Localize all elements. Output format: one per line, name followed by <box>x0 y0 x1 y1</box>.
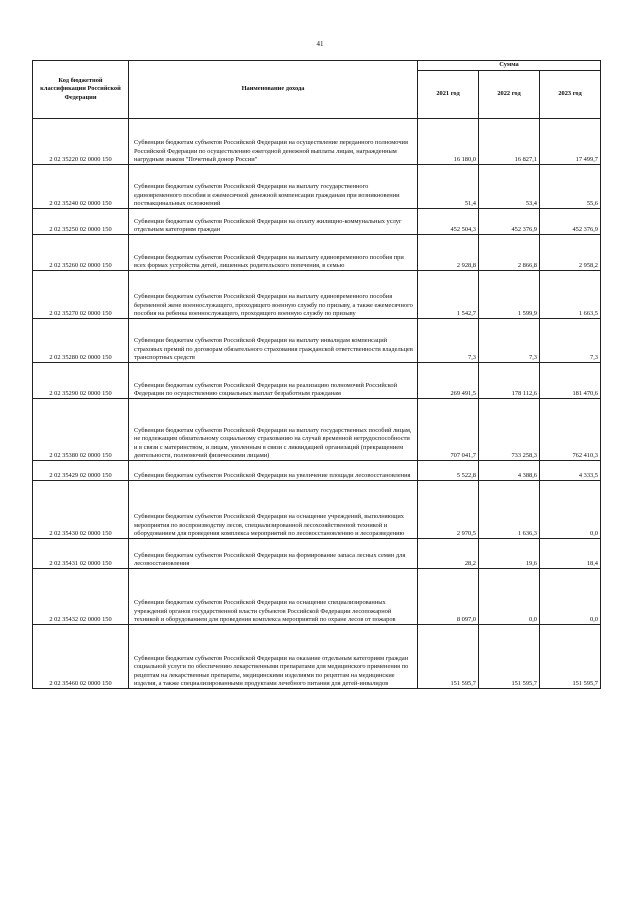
value-2023-cell: 151 595,7 <box>540 625 601 689</box>
value-2021-cell: 28,2 <box>418 539 479 569</box>
table-row <box>33 119 601 165</box>
value-2023-cell: 0,0 <box>540 569 601 625</box>
budget-code-cell: 2 02 35270 02 0000 150 <box>33 271 129 319</box>
budget-code-cell: 2 02 35429 02 0000 150 <box>33 461 129 481</box>
value-2021-cell: 51,4 <box>418 165 479 209</box>
table-row <box>33 539 601 569</box>
value-2022-cell: 16 827,1 <box>479 119 540 165</box>
value-2022-cell: 7,3 <box>479 319 540 363</box>
budget-code-cell: 2 02 35250 02 0000 150 <box>33 209 129 235</box>
revenue-name-cell: Субвенции бюджетам субъектов Российской Федерации на увеличение площади лесовосстановления <box>129 461 418 481</box>
value-2023-cell: 0,0 <box>540 481 601 539</box>
value-2023-cell: 4 333,5 <box>540 461 601 481</box>
value-2022-cell: 178 112,6 <box>479 363 540 399</box>
table-row <box>33 625 601 689</box>
header-year-2021: 2021 год <box>418 71 479 119</box>
value-2022-cell: 19,6 <box>479 539 540 569</box>
table-row <box>33 271 601 319</box>
revenue-name-cell: Субвенции бюджетам субъектов Российской Федерации на оплату жилищно-коммунальных услуг отдельным категориям граждан <box>129 209 418 235</box>
revenue-name-cell: Субвенции бюджетам субъектов Российской Федерации на выплату единовременного пособия беременной жене военнослужащего, проходящего военную службу по призыву, а также ежемесячного пособия на ребенка военнослужащего, проходящего военную службу по призыву <box>129 271 418 319</box>
header-code: Код бюджетной классификации Российской Федерации <box>33 61 129 119</box>
value-2023-cell: 762 410,3 <box>540 399 601 461</box>
value-2021-cell: 7,3 <box>418 319 479 363</box>
table-row <box>33 319 601 363</box>
value-2023-cell: 17 499,7 <box>540 119 601 165</box>
header-year-2023: 2023 год <box>540 71 601 119</box>
budget-code-cell: 2 02 35430 02 0000 150 <box>33 481 129 539</box>
revenue-name-cell: Субвенции бюджетам субъектов Российской Федерации на оснащение специализированных учреждений органов государственной власти субъектов Российской Федерации лесопожарной техникой и оборудованием для проведения комплекса мероприятий по охране лесов от пожаров <box>129 569 418 625</box>
table-row <box>33 363 601 399</box>
value-2023-cell: 7,3 <box>540 319 601 363</box>
value-2022-cell: 1 636,3 <box>479 481 540 539</box>
header-year-2022: 2022 год <box>479 71 540 119</box>
value-2021-cell: 2 970,5 <box>418 481 479 539</box>
value-2023-cell: 55,6 <box>540 165 601 209</box>
value-2022-cell: 151 595,7 <box>479 625 540 689</box>
budget-code-cell: 2 02 35220 02 0000 150 <box>33 119 129 165</box>
value-2022-cell: 2 866,8 <box>479 235 540 271</box>
value-2022-cell: 733 258,3 <box>479 399 540 461</box>
value-2022-cell: 53,4 <box>479 165 540 209</box>
table-row <box>33 481 601 539</box>
table-row <box>33 165 601 209</box>
table-row <box>33 399 601 461</box>
budget-code-cell: 2 02 35380 02 0000 150 <box>33 399 129 461</box>
value-2021-cell: 707 041,7 <box>418 399 479 461</box>
table-row <box>33 209 601 235</box>
revenue-name-cell: Субвенции бюджетам субъектов Российской Федерации на выплату государственных пособий лицам, не подлежащим обязательному социальному страхованию на случай временной нетрудоспособности и в связи с материнством, и лицам, уволенным в связи с ликвидацией организаций (прекращением деятельности, полномочий физическими лицами) <box>129 399 418 461</box>
budget-code-cell: 2 02 35240 02 0000 150 <box>33 165 129 209</box>
budget-code-cell: 2 02 35431 02 0000 150 <box>33 539 129 569</box>
value-2021-cell: 8 097,0 <box>418 569 479 625</box>
value-2021-cell: 269 491,5 <box>418 363 479 399</box>
value-2023-cell: 452 376,9 <box>540 209 601 235</box>
header-name: Наименование дохода <box>129 61 418 119</box>
budget-code-cell: 2 02 35460 02 0000 150 <box>33 625 129 689</box>
budget-code-cell: 2 02 35432 02 0000 150 <box>33 569 129 625</box>
value-2022-cell: 0,0 <box>479 569 540 625</box>
revenue-table <box>32 60 601 689</box>
value-2023-cell: 18,4 <box>540 539 601 569</box>
revenue-name-cell: Субвенции бюджетам субъектов Российской Федерации на выплату инвалидам компенсаций страховых премий по договорам обязательного страхования гражданской ответственности владельцев транспортных средств <box>129 319 418 363</box>
revenue-name-cell: Субвенции бюджетам субъектов Российской Федерации на формирование запаса лесных семян для лесовосстановления <box>129 539 418 569</box>
budget-code-cell: 2 02 35280 02 0000 150 <box>33 319 129 363</box>
budget-code-cell: 2 02 35260 02 0000 150 <box>33 235 129 271</box>
page-number: 41 <box>316 40 324 48</box>
value-2022-cell: 4 388,6 <box>479 461 540 481</box>
revenue-name-cell: Субвенции бюджетам субъектов Российской Федерации на оснащение учреждений, выполняющих мероприятия по воспроизводству лесов, специализированной лесохозяйственной техникой и оборудованием для проведения комплекса мероприятий по лесовосстановлению и лесоразведению <box>129 481 418 539</box>
value-2021-cell: 1 542,7 <box>418 271 479 319</box>
header-sum: Сумма <box>418 61 601 71</box>
value-2021-cell: 151 595,7 <box>418 625 479 689</box>
revenue-name-cell: Субвенции бюджетам субъектов Российской Федерации на осуществление переданного полномочия Российской Федерации по осуществлению ежегодной денежной выплаты лицам, награжденным нагрудным знаком "Почетный донор России" <box>129 119 418 165</box>
value-2021-cell: 2 928,8 <box>418 235 479 271</box>
revenue-name-cell: Субвенции бюджетам субъектов Российской Федерации на реализацию полномочий Российской Федерации по осуществлению социальных выплат безработным гражданам <box>129 363 418 399</box>
value-2023-cell: 181 470,6 <box>540 363 601 399</box>
value-2022-cell: 452 376,9 <box>479 209 540 235</box>
value-2022-cell: 1 599,9 <box>479 271 540 319</box>
value-2021-cell: 5 522,8 <box>418 461 479 481</box>
table-row <box>33 569 601 625</box>
budget-code-cell: 2 02 35290 02 0000 150 <box>33 363 129 399</box>
value-2021-cell: 16 180,0 <box>418 119 479 165</box>
table-row <box>33 461 601 481</box>
revenue-name-cell: Субвенции бюджетам субъектов Российской Федерации на оказание отдельным категориям граждан социальной услуги по обеспечению лекарственными препаратами для медицинского применения по рецептам на лекарственные препараты, медицинскими изделиями по рецептам на медицинские изделия, а также специализированными продуктами лечебного питания для детей-инвалидов <box>129 625 418 689</box>
revenue-name-cell: Субвенции бюджетам субъектов Российской Федерации на выплату единовременного пособия при всех формах устройства детей, лишенных родительского попечения, в семью <box>129 235 418 271</box>
value-2023-cell: 1 663,5 <box>540 271 601 319</box>
revenue-name-cell: Субвенции бюджетам субъектов Российской Федерации на выплату государственного единовременного пособия и ежемесячной денежной компенсации гражданам при возникновении поствакцинальных осложнений <box>129 165 418 209</box>
value-2023-cell: 2 958,2 <box>540 235 601 271</box>
table-row <box>33 235 601 271</box>
value-2021-cell: 452 504,3 <box>418 209 479 235</box>
